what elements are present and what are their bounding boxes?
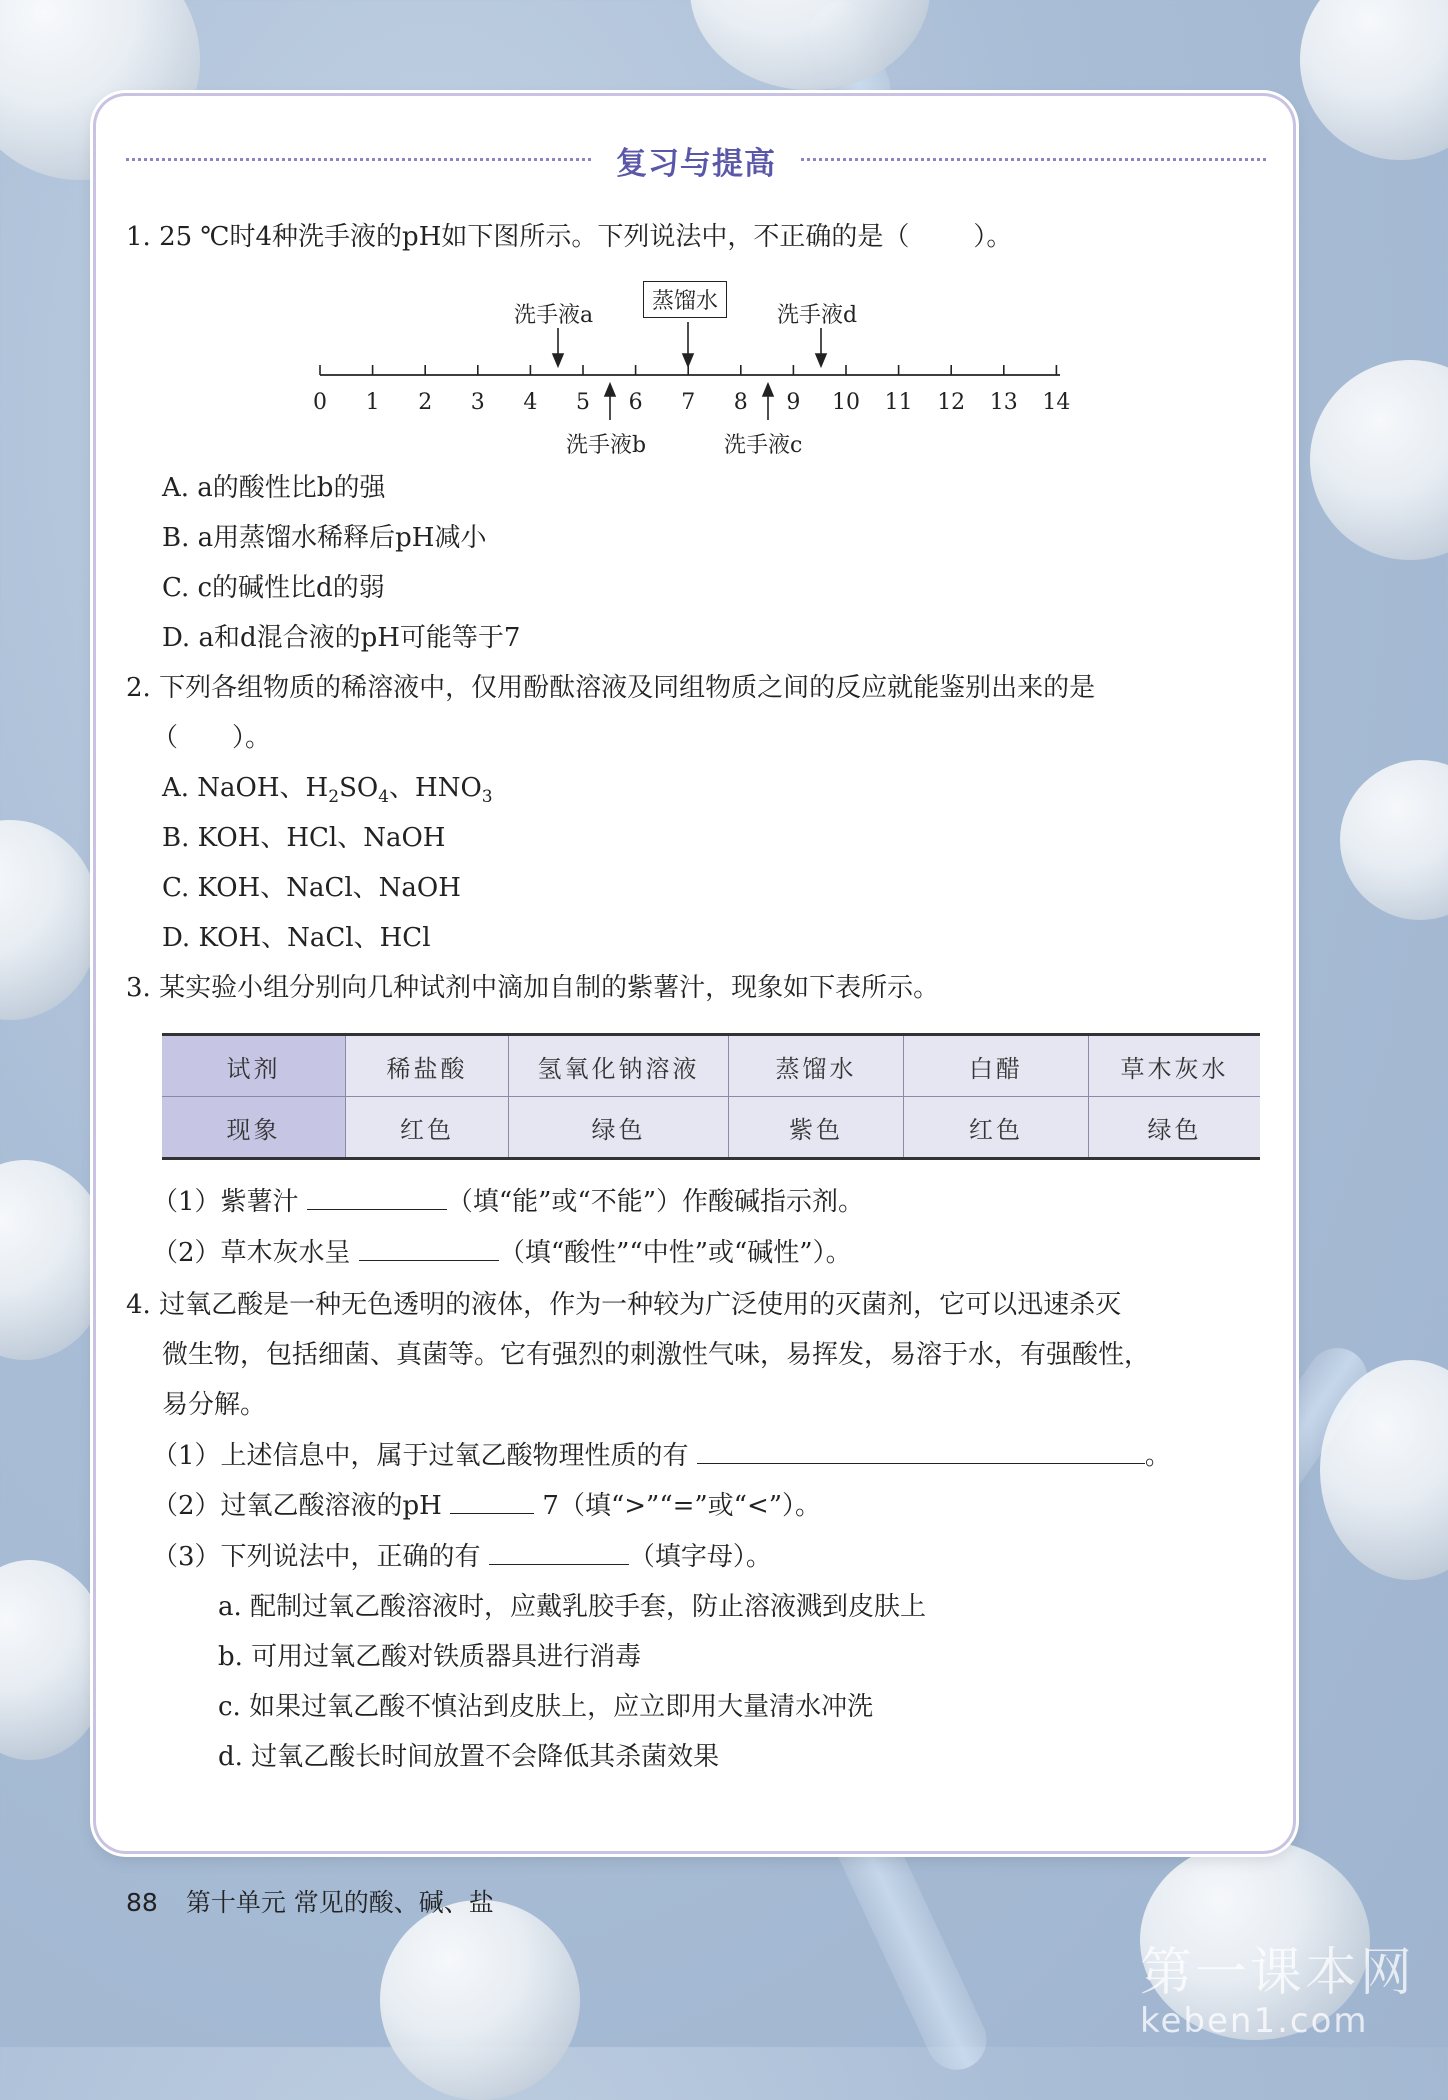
section-header [126,138,1266,182]
q4-item-c: c. 如果过氧乙酸不慎沾到皮肤上，应立即用大量清水冲洗 [218,1692,874,1722]
label-soap-a: 洗手液a [514,303,594,328]
q4-sub1: （1）上述信息中，属于过氧乙酸物理性质的有 。 [152,1441,1171,1471]
answer-blank[interactable] [489,1540,629,1565]
answer-blank[interactable] [359,1236,499,1261]
q2-option-a: A. NaOH、$H_2SO_4$、$HNO_3$ [162,773,493,808]
header-divider-right [801,158,1266,161]
table-cell: 红色 [904,1097,1089,1159]
scale-tick-label: 11 [884,390,913,415]
answer-blank[interactable] [450,1489,534,1514]
scale-tick-label: 14 [1042,390,1071,415]
table-cell: 稀盐酸 [346,1035,509,1097]
q4-item-b: b. 可用过氧乙酸对铁质器具进行消毒 [218,1642,642,1672]
table-row-phenomena [162,1097,1260,1159]
page-footer [126,1883,494,1919]
label-distilled-water: 蒸馏水 [643,281,727,318]
arrow-a-head [553,354,563,366]
q2-option-c: C. KOH、NaCl、NaOH [162,873,461,903]
header-divider-left [126,158,591,161]
q4-stem-line2: 微生物，包括细菌、真菌等。它有强烈的刺激性气味，易挥发，易溶于水，有强酸性， [162,1340,1151,1370]
q1-stem: 1. 25 ℃时4种洗手液的pH如下图所示。下列说法中，不正确的是（ ）。 [126,222,1013,252]
scale-tick-label: 3 [470,390,485,415]
arrow-water-head [683,354,693,366]
q1-option-c: C. c的碱性比d的弱 [162,573,385,603]
q4-sub3: （3）下列说法中，正确的有 （填字母）。 [152,1542,772,1572]
page-number: 88 [126,1888,158,1917]
q4-item-a: a. 配制过氧乙酸溶液时，应戴乳胶手套，防止溶液溅到皮肤上 [218,1592,927,1622]
q1-option-a: A. a的酸性比b的强 [162,473,386,503]
scale-tick-label: 9 [786,390,801,415]
scale-tick-label: 6 [628,390,643,415]
scale-tick-label: 2 [418,390,433,415]
table-row-reagents [162,1035,1260,1097]
scale-tick-label: 4 [523,390,538,415]
answer-blank[interactable] [697,1439,1145,1464]
label-soap-d: 洗手液d [777,303,858,328]
q4-item-d: d. 过氧乙酸长时间放置不会降低其杀菌效果 [218,1742,720,1772]
scale-tick-label: 7 [681,390,696,415]
table-cell: 氢氧化钠溶液 [509,1035,729,1097]
arrow-d-head [816,354,826,366]
table-cell: 蒸馏水 [729,1035,904,1097]
q4-stem-line1: 4. 过氧乙酸是一种无色透明的液体，作为一种较为广泛使用的灭菌剂，它可以迅速杀灭 [126,1290,1122,1320]
watermark-url: keben1.com [1140,2001,1369,2041]
q1-option-b: B. a用蒸馏水稀释后pH减小 [162,523,487,553]
scale-tick-label: 1 [365,390,380,415]
table-cell: 草木灰水 [1089,1035,1261,1097]
scale-tick-label: 8 [733,390,748,415]
q3-stem: 3. 某实验小组分别向几种试剂中滴加自制的紫薯汁，现象如下表所示。 [126,973,940,1003]
q2-option-d: D. KOH、NaCl、HCl [162,923,431,953]
label-soap-c: 洗手液c [724,433,803,458]
answer-blank[interactable] [307,1185,447,1210]
scale-tick-label: 13 [989,390,1018,415]
label-soap-b: 洗手液b [566,433,647,458]
q3-sub2: （2）草木灰水呈 （填“酸性”“中性”或“碱性”）。 [152,1238,852,1268]
q2-paren: （ ）。 [152,723,272,753]
table-cell: 白醋 [904,1035,1089,1097]
q2-stem: 2. 下列各组物质的稀溶液中，仅用酚酞溶液及同组物质之间的反应就能鉴别出来的是 [126,673,1096,703]
table-cell: 现象 [162,1097,346,1159]
scale-tick-label: 10 [832,390,860,415]
site-watermark [1140,1930,1415,2041]
table-cell: 绿色 [509,1097,729,1159]
unit-title: 第十单元 常见的酸、碱、盐 [185,1888,494,1917]
q2-option-b: B. KOH、HCl、NaOH [162,823,446,853]
arrow-c-head [763,384,773,396]
arrow-b-head [605,384,615,396]
q4-sub2: （2）过氧乙酸溶液的pH 7（填“>”“=”或“<”）。 [152,1491,822,1521]
table-cell: 紫色 [729,1097,904,1159]
table-cell: 红色 [346,1097,509,1159]
scale-tick-label: 0 [313,390,327,415]
scale-tick-label: 5 [576,390,590,415]
watermark-text: 第一课本网 [1140,1943,1416,2003]
q1-option-d: D. a和d混合液的pH可能等于7 [162,623,521,653]
section-title: 复习与提高 [616,146,776,182]
q4-stem-line3: 易分解。 [162,1390,267,1420]
scale-tick-label: 12 [937,390,966,415]
q3-results-table [162,1033,1260,1160]
table-cell: 试剂 [162,1035,346,1097]
q3-sub1: （1）紫薯汁 （填“能”或“不能”）作酸碱指示剂。 [152,1187,864,1217]
table-cell: 绿色 [1089,1097,1261,1159]
